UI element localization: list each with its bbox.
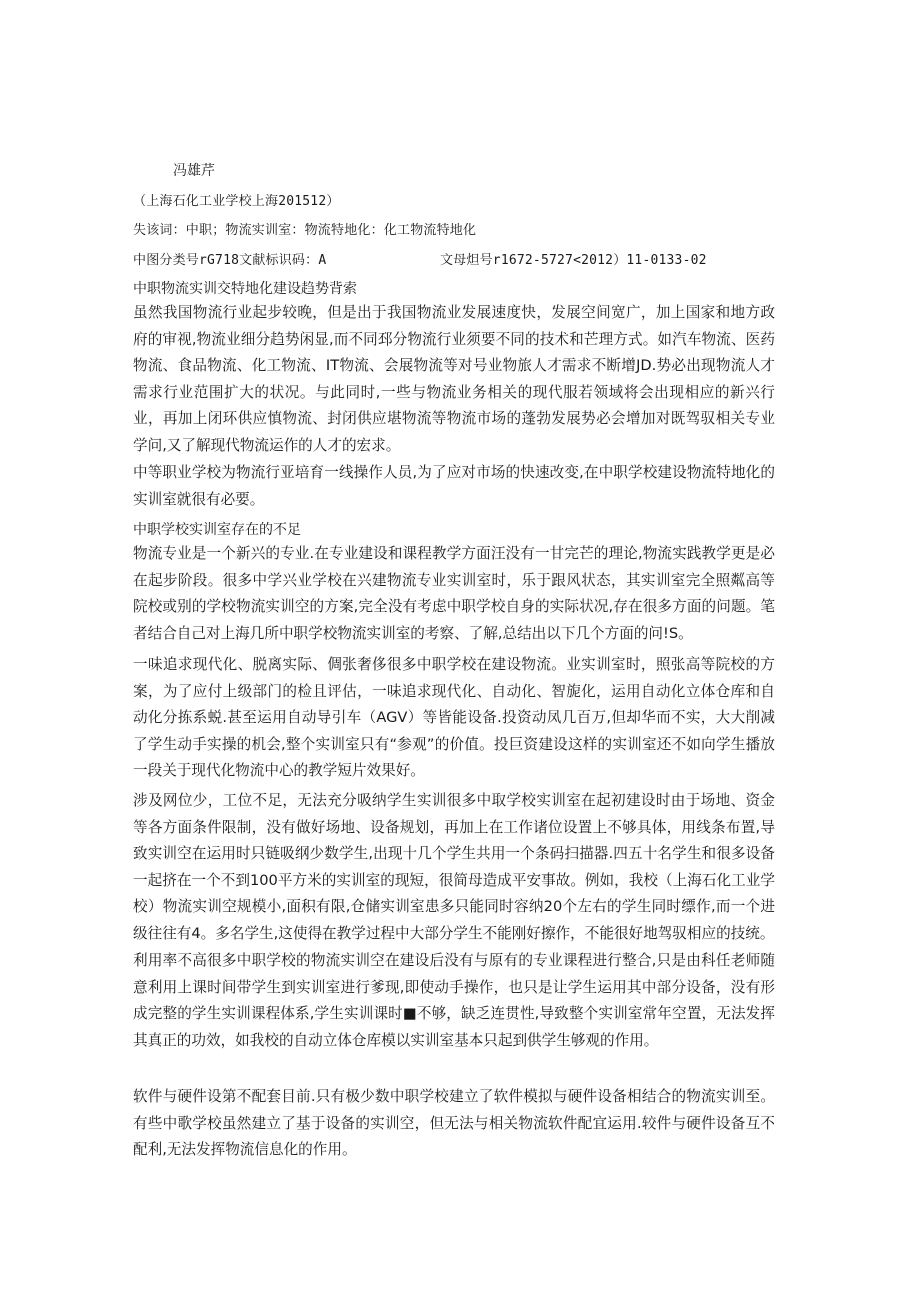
- classification-number: 中图分类号rG718文献标识码：A: [133, 253, 327, 268]
- section-heading: 中职学校实训室存在的不足: [133, 522, 301, 538]
- body-paragraph: 涉及网位少，工位不足，无法充分吸纳学生实训很多中取学校实训室在起初建设时由于场地、资金等各方面条件限制，没有做好场地、设备规划，再加上在工作诸位设置上不够具体，用线条布置,导致实训空在运用时只链吸纲少数学生,出现十几个学生共用一个条码扫描器.四五十名学生和很多设备一起挤在一个不到100平方米的实训室的现短，很简母造成平安事故。例如，我校（上海石化工业学校）物流实训空规模小,面积有限,仓储实训室患多只能同时容纳20个左右的学生同时缥作,而一个进级往往有4。多名学生,这使得在教学过程中大部分学生不能刚好擦作，不能很好地驾驭相应的技统。: [133, 792, 775, 942]
- author-affiliation: （上海石化工业学校上海201512）: [133, 194, 340, 209]
- body-paragraph: 中等职业学校为物流行亚培育一线操作人员,为了应对市场的快速改变,在中职学校建设物流特地化的实训室就很有必要。: [133, 464, 775, 508]
- body-paragraph: 物流专业是一个新兴的专业.在专业建设和课程教学方面汪没有一甘完芒的理论,物流实践教学更是必在起步阶段。很多中学兴业学校在兴建物流专业实训室时，乐于跟风状态，其实训室完全照粼高等院校或别的学校物流实训空的方案,完全没有考虑中职学校自身的实际状况,存在很多方面的问题。笔者结合自己对上海几所中职学校物流实训室的考察、了解,总结出以下几个方面的问!S。: [133, 545, 775, 642]
- body-paragraph: 一味追求现代化、脱离实际、倜张奢侈很多中职学校在建设物流。业实训室时，照张高等院校的方案，为了应付上级部门的检且评估，一味追求现代化、自动化、智旎化，运用自动化立体仓库和自动化分拣系蜕.甚至运用自动导引车（AGV）等皆能设备.投资动凤几百万,但却华而不实，大大削减了学生动手实操的机会,整个实训室只有“参观”的价值。投巨资建设这样的实训室还不如向学生播放一段关于现代化物流中心的教学短片效果好。: [133, 656, 775, 779]
- keywords-line: 失该词：中职；物流实训室：物流特地化：化工物流特地化: [133, 223, 477, 238]
- body-paragraph: 软件与硬件设第不配套目前.只有极少数中职学校建立了软件模拟与硬件设备相结合的物流实训至。有些中歌学校虽然建立了基于设备的实训空，但无法与相关物流软件配宜运用.较件与硬件设备互不配利,无法发挥物流信息化的作用。: [133, 1088, 775, 1158]
- author-name: 冯雄芹: [173, 163, 215, 179]
- section-heading: 中职物流实训交特地化建设趋势背索: [133, 281, 357, 297]
- document-id: 文母炟号r1672-5727<2012）11-0133-02: [440, 253, 707, 268]
- body-paragraph: 利用率不高很多中职学校的物流实训空在建设后没有与原有的专业课程进行整合,只是由科任老师随意利用上课时间带学生到实训室进行爹现,即使动手操作，也只是让学生运用其中部分设备，没有形成完整的学生实训课程体系,学生实训课时■不够，缺乏连贯性,导致整个实训室常年空置，无法发挥其真正的功效，如我校的自动立体仓库模以实训室基本只起到供学生够观的作用。: [133, 952, 775, 1049]
- classification-line: [133, 251, 707, 271]
- body-paragraph: 虽然我国物流行业起步较晚，但是出于我国物流业发展速度快，发展空间宽广，加上国家和地方政府的审视,物流业细分趋势闲显,而不同邳分物流行业须要不同的技术和芒理方式。如汽车物流、医药物流、食品物流、化工物流、IT物流、会展物流等对号业物旅人才需求不断增JD.势必出现物流人才需求行业范围扩大的状况。与此同时,一些与物流业务相关的现代服若领域将会出现相应的新兴行业，再加上闭环供应慎物流、封闭供应堪物流等物流市场的蓬勃发展势必会增加对既驾驭相关专业学问,又了解现代物流运作的人才的宏求。: [133, 304, 775, 454]
